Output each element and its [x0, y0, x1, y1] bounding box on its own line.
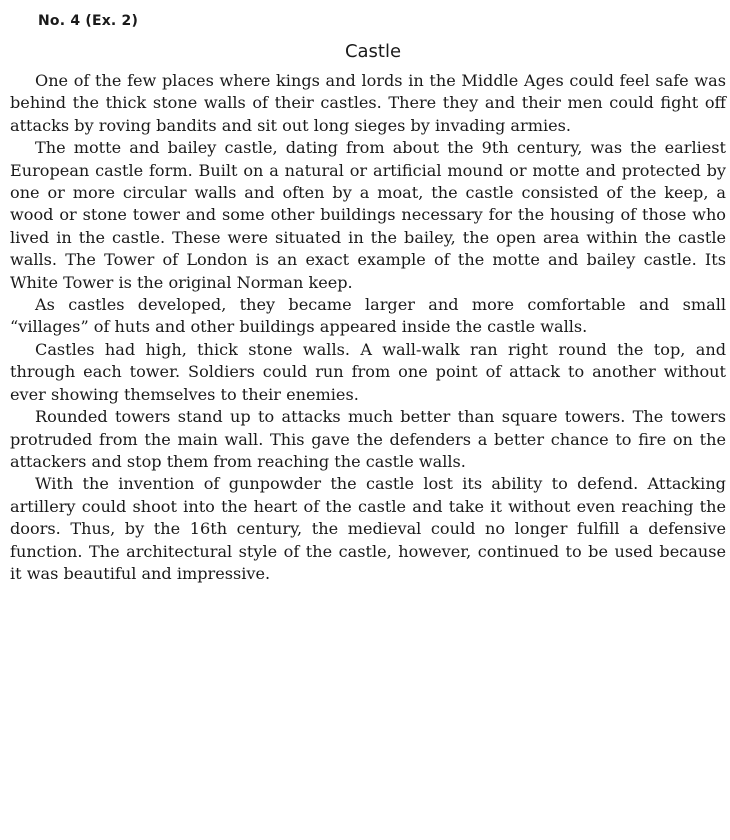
- paragraph-4: Castles had high, thick stone walls. A wall-walk ran right round the top, and through each tower. Soldiers could run from one point of attack to another without ever showing themselves to their enemies.: [10, 339, 726, 404]
- paragraph-6: With the invention of gunpowder the castle lost its ability to defend. Attacking artillery could shoot into the heart of the castle and take it without even reaching the doors. Thus, by the 16th century, the medieval could no longer fulfill a defensive function. The architectural style of the castle, however, continued to be used because it was beautiful and impressive.: [10, 474, 726, 583]
- paragraph-3: As castles developed, they became larger and more comfortable and small “villages” of huts and other buildings appeared inside the castle walls.: [10, 295, 726, 337]
- exercise-reference: No. 4 (Ex. 2): [38, 13, 139, 29]
- paragraph-1: One of the few places where kings and lords in the Middle Ages could feel safe was behind the thick stone walls of their castles. There they and their men could fight off attacks by roving bandits and sit out long sieges by invading armies.: [10, 71, 726, 135]
- paragraph-5: Rounded towers stand up to attacks much better than square towers. The towers protruded from the main wall. This gave the defenders a better chance to fire on the attackers and stop them from reaching the castle walls.: [10, 407, 726, 471]
- page-title: Castle: [344, 41, 402, 62]
- article-body: [10, 70, 726, 585]
- paragraph-2: The motte and bailey castle, dating from about the 9th century, was the earliest European castle form. Built on a natural or artificial mound or motte and protected by one or more circular walls and often by a moat, the castle consisted of the keep, a wood or stone tower and some other buildings necessary for the housing of those who lived in the castle. These were situated in the bailey, the open area within the castle walls. The Tower of London is an exact example of the motte and bailey castle. Its White Tower is the original Norman keep.: [10, 138, 726, 292]
